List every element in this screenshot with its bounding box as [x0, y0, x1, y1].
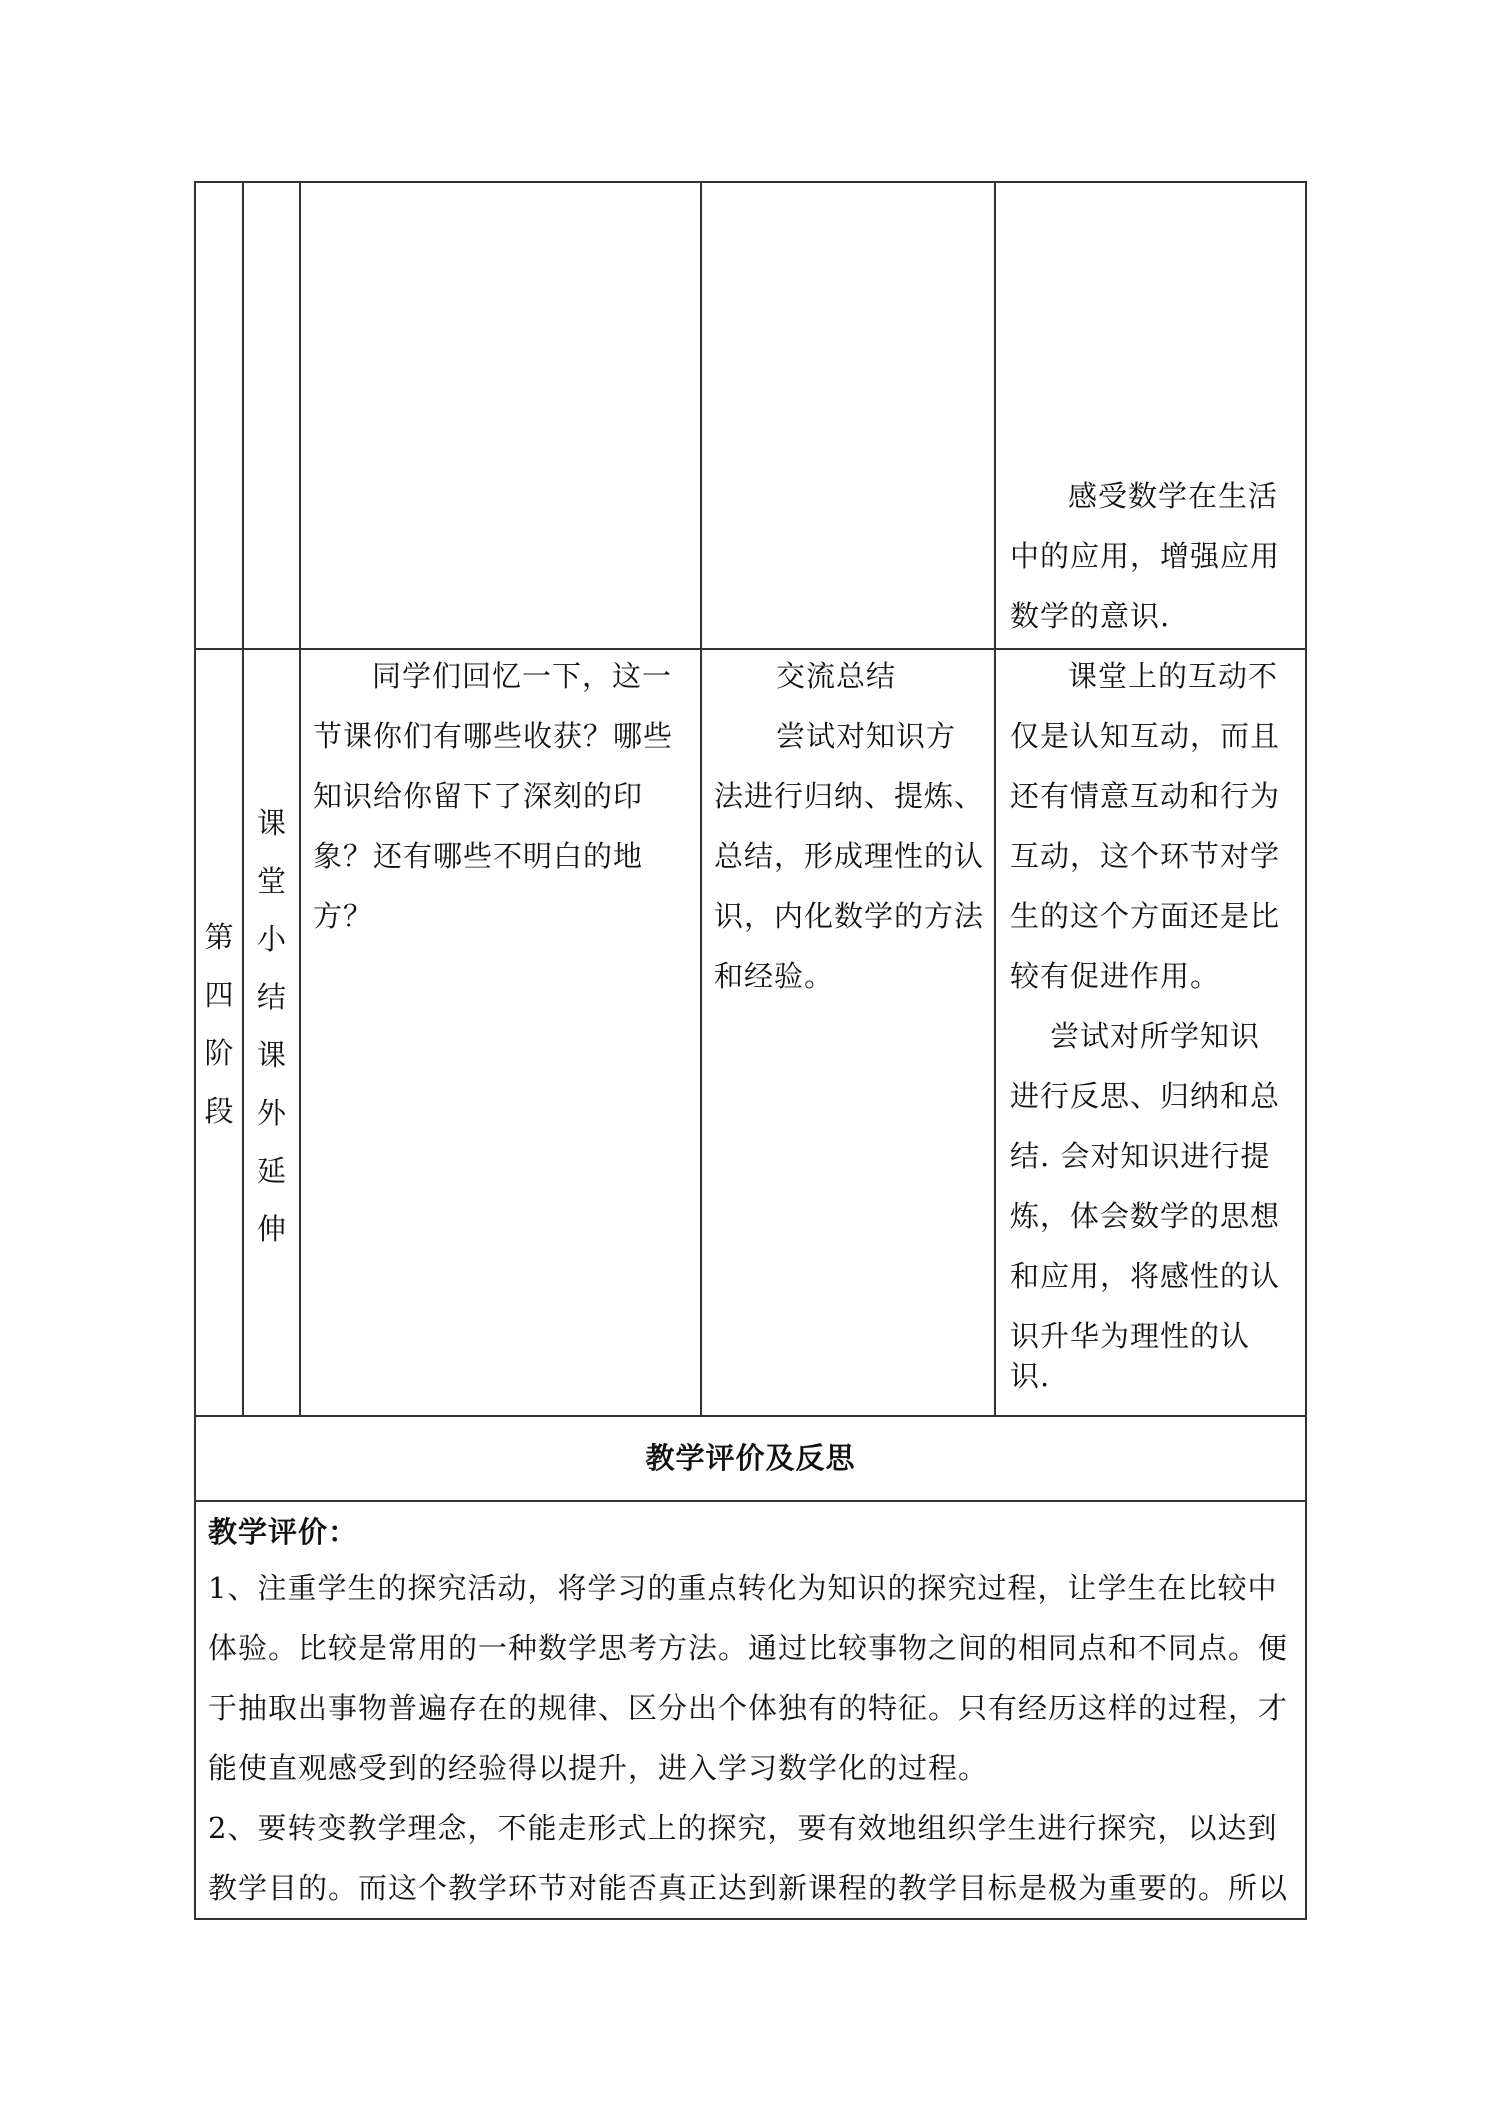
text-line: 结. 会对知识进行提: [1010, 1139, 1271, 1173]
text-line: 识，内化数学的方法: [714, 899, 985, 933]
text-line: 仅是认知互动，而且: [1010, 719, 1281, 753]
text-line: 象？还有哪些不明白的地: [313, 839, 644, 873]
table-border-top: [194, 181, 1307, 183]
evaluation-line: 教学目的。而这个教学环节对能否真正达到新课程的教学目标是极为重要的。所以: [208, 1871, 1289, 1905]
table-border-bottom: [194, 1918, 1307, 1920]
evaluation-line: 于抽取出事物普遍存在的规律、区分出个体独有的特征。只有经历这样的过程，才: [208, 1691, 1289, 1725]
row-divider-2: [194, 1415, 1307, 1417]
stage-label-char: 阶: [204, 1036, 234, 1070]
row-divider-3: [194, 1500, 1307, 1502]
column-divider-4: [994, 181, 996, 1416]
table-border-right: [1305, 181, 1307, 1920]
stage-label: [196, 908, 242, 1140]
text-line: 中的应用，增强应用: [1010, 539, 1281, 573]
stage-label-char: 第: [204, 920, 234, 954]
section-label-char: 小: [256, 922, 286, 956]
text-line: 识升华为理性的认: [1010, 1319, 1251, 1353]
text-line: 同学们回忆一下，这一: [372, 659, 673, 693]
text-line: 节课你们有哪些收获？哪些: [313, 719, 674, 753]
text-line: 总结，形成理性的认: [714, 839, 985, 873]
text-line: 感受数学在生活: [1068, 479, 1279, 513]
text-line: 识.: [1010, 1359, 1051, 1393]
section-label-char: 结: [256, 980, 286, 1014]
text-line: 和应用，将感性的认: [1010, 1259, 1281, 1293]
stage-label-char: 段: [204, 1094, 234, 1128]
text-line: 交流总结: [776, 659, 897, 693]
text-line: 尝试对所学知识: [1050, 1019, 1261, 1053]
section-label: [244, 794, 299, 1258]
evaluation-line: 体验。比较是常用的一种数学思考方法。通过比较事物之间的相同点和不同点。便: [208, 1631, 1289, 1665]
evaluation-line: 2、要转变教学理念，不能走形式上的探究，要有效地组织学生进行探究，以达到: [208, 1811, 1278, 1845]
text-line: 生的这个方面还是比: [1010, 899, 1281, 933]
text-line: 互动，这个环节对学: [1010, 839, 1281, 873]
text-line: 数学的意识.: [1010, 599, 1171, 633]
text-line: 较有促进作用。: [1010, 959, 1221, 993]
text-line: 课堂上的互动不: [1068, 659, 1279, 693]
stage-label-char: 四: [204, 978, 234, 1012]
evaluation-subheading: 教学评价：: [208, 1515, 359, 1549]
section-label-char: 课: [256, 806, 286, 840]
evaluation-line: 1、注重学生的探究活动，将学习的重点转化为知识的探究过程，让学生在比较中: [208, 1571, 1278, 1605]
column-divider-3: [700, 181, 702, 1416]
text-line: 还有情意互动和行为: [1010, 779, 1281, 813]
evaluation-line: 能使直观感受到的经验得以提升，进入学习数学化的过程。: [208, 1751, 989, 1785]
text-line: 方？: [313, 899, 374, 933]
text-line: 炼，体会数学的思想: [1010, 1199, 1281, 1233]
text-line: 和经验。: [714, 959, 835, 993]
text-line: 进行反思、归纳和总: [1010, 1079, 1281, 1113]
section-label-char: 课: [256, 1038, 286, 1072]
evaluation-section-header: 教学评价及反思: [645, 1441, 856, 1475]
text-line: 知识给你留下了深刻的印: [313, 779, 644, 813]
section-label-char: 外: [256, 1096, 286, 1130]
column-divider-2: [299, 181, 301, 1416]
section-label-char: 延: [256, 1154, 286, 1188]
section-label-char: 伸: [256, 1212, 286, 1246]
text-line: 法进行归纳、提炼、: [714, 779, 985, 813]
text-line: 尝试对知识方: [776, 719, 957, 753]
section-label-char: 堂: [256, 864, 286, 898]
